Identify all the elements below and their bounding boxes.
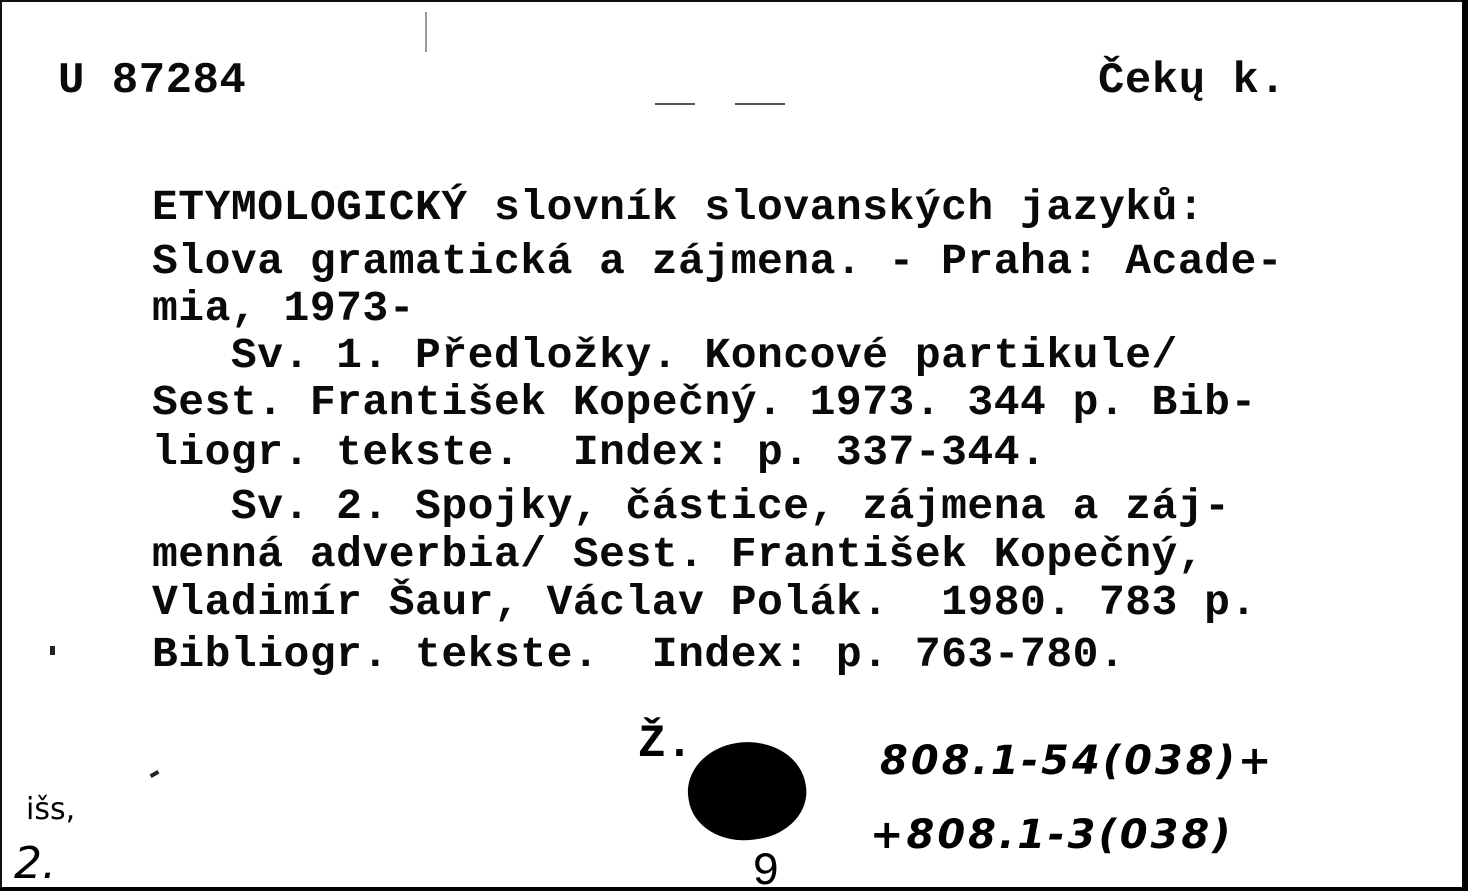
classification-line-2: +808.1-3(038) xyxy=(870,812,1234,858)
ink-speck xyxy=(50,646,55,655)
ink-blot xyxy=(682,734,812,847)
body-line-1: ETYMOLOGICKÝ slovník slovanských jazyků: xyxy=(152,183,1205,232)
ink-speck xyxy=(425,12,427,52)
card-left-edge xyxy=(0,0,2,887)
ink-speck xyxy=(655,103,695,105)
handwritten-count: 2. xyxy=(14,838,56,889)
body-line-8: menná adverbia/ Sest. František Kopečný, xyxy=(152,530,1205,579)
ink-speck xyxy=(735,103,785,105)
body-line-4: Sv. 1. Předložky. Koncové partikule/ xyxy=(152,331,1178,380)
body-line-10: Bibliogr. tekste. Index: p. 763-780. xyxy=(152,630,1126,679)
ink-speck xyxy=(150,770,160,778)
body-line-9: Vladimír Šaur, Václav Polák. 1980. 783 p. xyxy=(152,578,1257,627)
page-number: 9 xyxy=(752,846,780,891)
card-heading: Čekų k. xyxy=(1098,56,1287,106)
body-line-3: mia, 1973- xyxy=(152,284,416,333)
subject-marker: Ž. xyxy=(638,718,694,770)
handwritten-initials: išs, xyxy=(26,792,76,827)
body-line-2: Slova gramatická a zájmena. - Praha: Acade- xyxy=(152,237,1284,286)
classification-line-1: 808.1-54(038)+ xyxy=(880,738,1275,784)
body-line-6: liogr. tekste. Index: p. 337-344. xyxy=(152,428,1047,477)
body-line-5: Sest. František Kopečný. 1973. 344 p. Bib- xyxy=(152,378,1257,427)
call-number: U 87284 xyxy=(58,56,247,106)
body-line-7: Sv. 2. Spojky, částice, zájmena a záj- xyxy=(152,482,1231,531)
card-top-edge xyxy=(0,0,1462,2)
